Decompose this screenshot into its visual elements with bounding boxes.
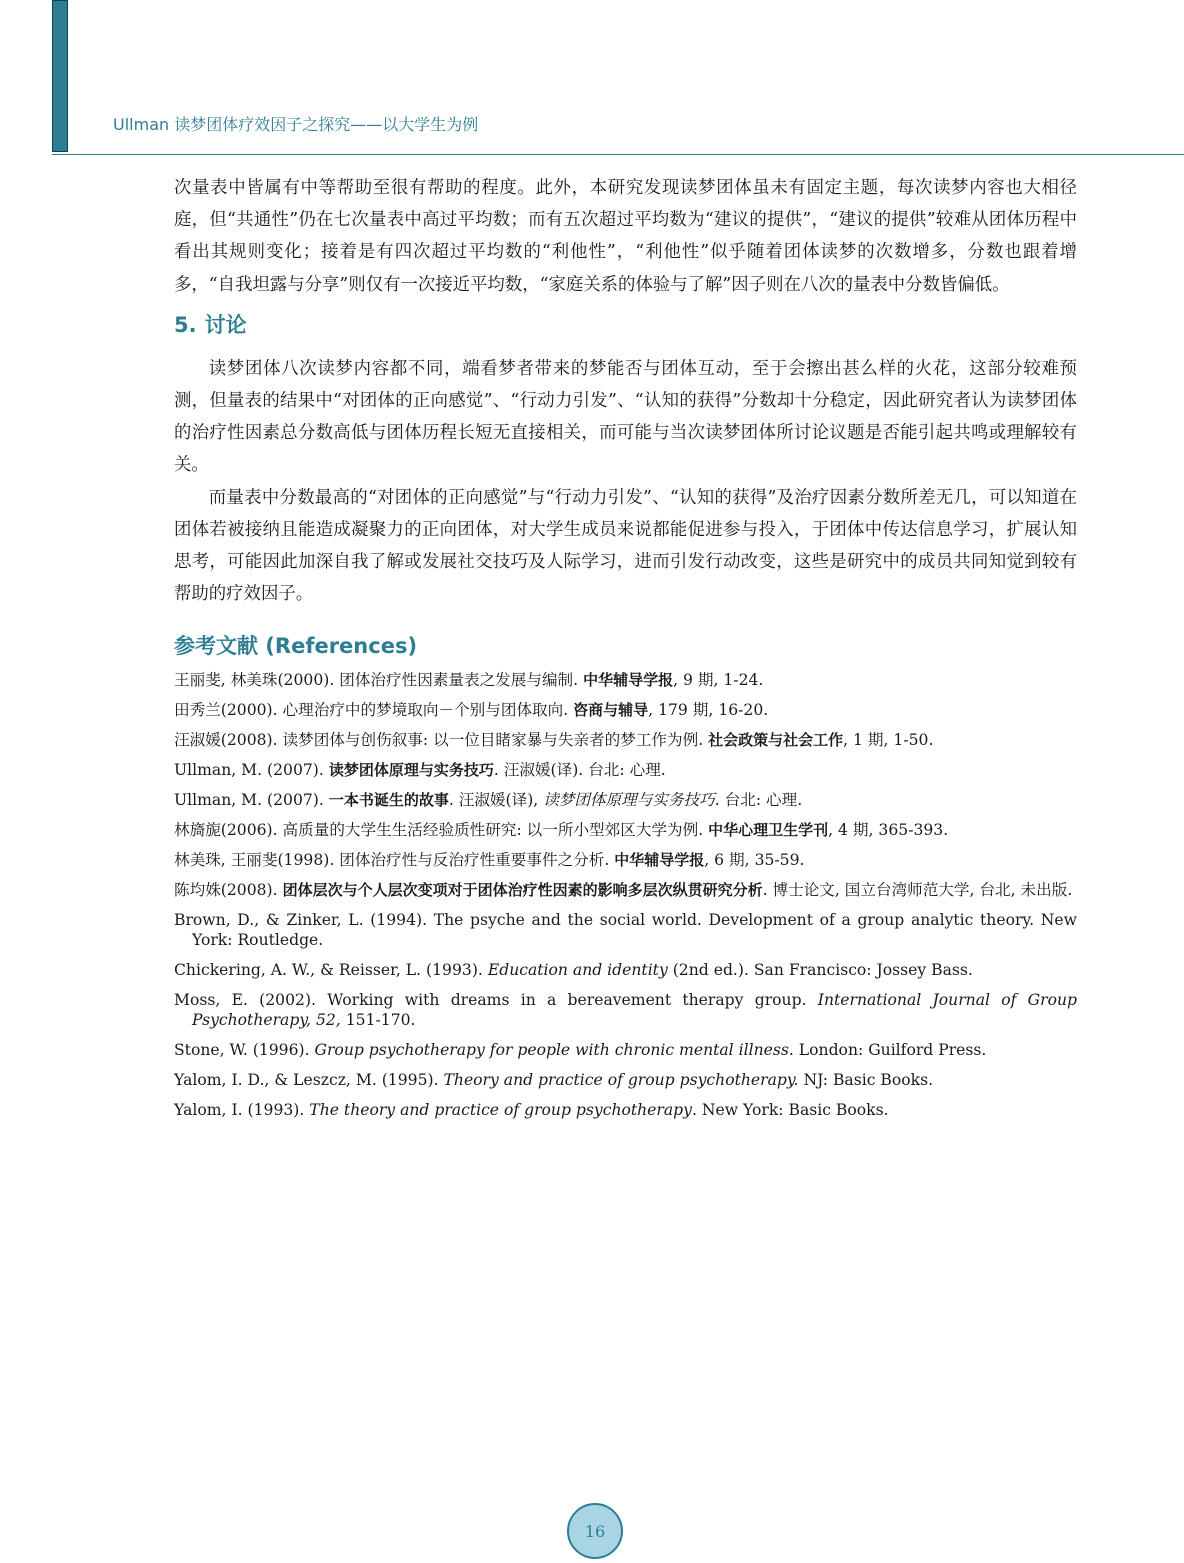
body-paragraph: 而量表中分数最高的“对团体的正向感觉”与“行动力引发”、“认知的获得”及治疗因素分数所差无几，可以知道在团体若被接纳且能造成凝聚力的正向团体，对大学生成员来说都能促进参与投入，于团体中传达信息学习，扩展认知思考，可能因此加深自我了解或发展社交技巧及人际学习，进而引发行动改变，这些是研究中的成员共同知觉到较有帮助的疗效因子。 <box>174 487 1077 605</box>
reference-text: 陈均姝(2008). <box>174 881 283 900</box>
reference-text: Chickering, A. W., & Reisser, L. (1993). <box>174 961 488 980</box>
reference-italic-title: 读梦团体原理与实务技巧. <box>543 791 720 810</box>
reference-item <box>174 960 1077 980</box>
running-title: Ullman 读梦团体疗效因子之探究——以大学生为例 <box>113 115 479 134</box>
body-paragraph: 读梦团体八次读梦内容都不同，端看梦者带来的梦能否与团体互动，至于会擦出甚么样的火花，这部分较难预测，但量表的结果中“对团体的正向感觉”、“行动力引发”、“认知的获得”分数却十分稳定，因此研究者认为读梦团体的治疗性因素总分数高低与团体历程长短无直接相关，而可能与当次读梦团体所讨论议题是否能引起共鸣或理解较有关。 <box>174 358 1077 476</box>
reference-italic-title: The theory and practice of group psychotherapy <box>309 1101 692 1120</box>
reference-list <box>174 670 1077 1120</box>
reference-italic-title: Education and identity <box>487 961 668 980</box>
reference-text: Yalom, I. (1993). <box>174 1101 310 1120</box>
reference-source-title: 一本书诞生的故事 <box>328 791 449 810</box>
reference-text: . 汪淑媛(译). 台北: 心理. <box>493 761 666 780</box>
body-paragraph: 次量表中皆属有中等帮助至很有帮助的程度。此外，本研究发现读梦团体虽未有固定主题，每次读梦内容也大相径庭，但“共通性”仍在七次量表中高过平均数；而有五次超过平均数为“建议的提供”，“建议的提供”较难从团体历程中看出其规则变化；接着是有四次超过平均数的“利他性”，“利他性”似乎随着团体读梦的次数增多，分数也跟着增多，“自我坦露与分享”则仅有一次接近平均数，“家庭关系的体验与了解”因子则在八次的量表中分数皆偏低。 <box>174 178 1077 295</box>
reference-item <box>174 670 1077 690</box>
reference-text: (2nd ed.). San Francisco: Jossey Bass. <box>667 961 973 980</box>
article-body <box>174 172 1077 1130</box>
reference-text: 汪淑媛(2008). 读梦团体与创伤叙事: 以一位目睹家暴与失亲者的梦工作为例. <box>174 731 709 750</box>
reference-text: , 179 期, 16-20. <box>648 701 769 720</box>
reference-italic-title: Theory and practice of group psychotherapy. <box>443 1071 799 1090</box>
reference-text: 田秀兰(2000). 心理治疗中的梦境取向－个别与团体取向. <box>174 701 574 720</box>
reference-item <box>174 760 1077 780</box>
reference-italic-title: Group psychotherapy for people with chronic mental illness <box>314 1041 789 1060</box>
page-number: 16 <box>584 1521 606 1541</box>
reference-text: 151-170. <box>340 1011 416 1030</box>
reference-text: . New York: Basic Books. <box>691 1101 889 1120</box>
reference-source-title: 中华辅导学报 <box>583 671 674 690</box>
reference-item <box>174 1040 1077 1060</box>
reference-source-title: 团体层次与个人层次变项对于团体治疗性因素的影响多层次纵贯研究分析 <box>282 881 763 900</box>
reference-text: Moss, E. (2002). Working with dreams in a bereavement therapy group. <box>174 991 818 1010</box>
reference-text: Ullman, M. (2007). <box>174 791 329 810</box>
section-title: 讨论 <box>204 312 247 337</box>
reference-item <box>174 990 1077 1030</box>
reference-item <box>174 790 1077 810</box>
reference-source-title: 社会政策与社会工作 <box>708 731 844 750</box>
reference-text: Brown, D., & Zinker, L. (1994). The psyche and the social world. Development of a group analytic theory. New York: Routledge. <box>174 911 1077 950</box>
reference-text: , 9 期, 1-24. <box>673 671 764 690</box>
reference-source-title: 咨商与辅导 <box>573 701 649 720</box>
reference-item <box>174 910 1077 950</box>
reference-item <box>174 820 1077 840</box>
references-heading: 参考文献 (References) <box>174 634 418 659</box>
reference-text: 林旖旎(2006). 高质量的大学生生活经验质性研究: 以一所小型郊区大学为例. <box>174 821 709 840</box>
header-accent-bar <box>52 0 68 152</box>
section-heading <box>174 311 1077 339</box>
reference-text: , 4 期, 365-393. <box>828 821 949 840</box>
reference-text: . 汪淑媛(译), <box>448 791 544 810</box>
reference-source-title: 读梦团体原理与实务技巧 <box>328 761 494 780</box>
reference-item <box>174 1070 1077 1090</box>
reference-text: 王丽斐, 林美珠(2000). 团体治疗性因素量表之发展与编制. <box>174 671 584 690</box>
reference-item <box>174 1100 1077 1120</box>
reference-item <box>174 730 1077 750</box>
reference-text: , 1 期, 1-50. <box>843 731 934 750</box>
reference-text: 台北: 心理. <box>719 791 803 810</box>
reference-source-title: 中华辅导学报 <box>614 851 705 870</box>
reference-source-title: 中华心理卫生学刊 <box>708 821 829 840</box>
reference-text: Yalom, I. D., & Leszcz, M. (1995). <box>174 1071 444 1090</box>
reference-item <box>174 880 1077 900</box>
reference-item <box>174 850 1077 870</box>
reference-text: Ullman, M. (2007). <box>174 761 329 780</box>
reference-text: 林美珠, 王丽斐(1998). 团体治疗性与反治疗性重要事件之分析. <box>174 851 615 870</box>
page-number-badge <box>567 1503 623 1559</box>
header-rule <box>52 154 1184 155</box>
reference-text: , 6 期, 35-59. <box>704 851 805 870</box>
reference-text: . 博士论文, 国立台湾师范大学, 台北, 未出版. <box>762 881 1073 900</box>
reference-text: NJ: Basic Books. <box>798 1071 934 1090</box>
reference-item <box>174 700 1077 720</box>
reference-text: Stone, W. (1996). <box>174 1041 315 1060</box>
reference-italic-title: International Journal of Group Psychotherapy, 52, <box>192 991 1077 1030</box>
section-number: 5. <box>174 312 197 337</box>
reference-text: . London: Guilford Press. <box>788 1041 987 1060</box>
